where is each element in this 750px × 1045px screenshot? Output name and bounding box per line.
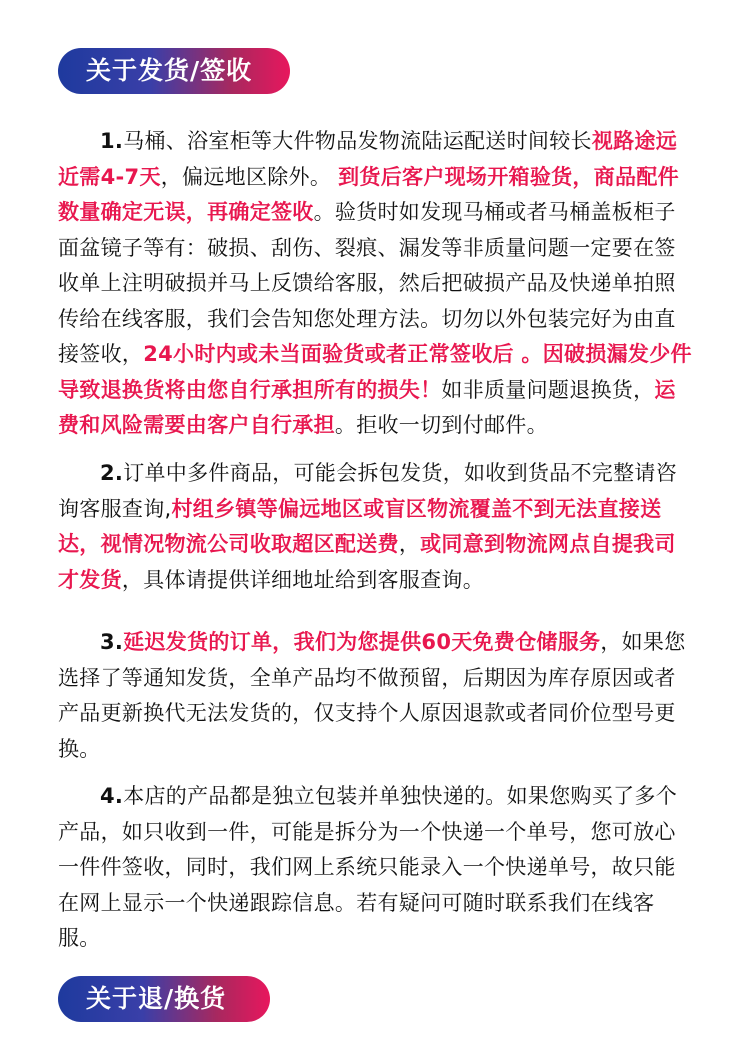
body-text: 。拒收一切到付邮件。 xyxy=(334,413,548,437)
body-text: 本店的产品都是独立包装并单独快递的。如果您购买了多个产品，如只收到一件，可能是拆分为一个快递一个单号，您可放心一件件签收，同时，我们网上系统只能录入一个快递单号，故只能在网上显示一个快递跟踪信息。若有疑问可随时联系我们在线客服。 xyxy=(58,784,678,950)
policy-paragraph-2 xyxy=(58,456,694,598)
body-text: 马桶、浴室柜等大件物品发物流陆运配送时间较长 xyxy=(123,129,592,153)
body-text: ，偏远地区除外。 xyxy=(160,164,339,189)
highlighted-text: 村组乡镇等偏远地区或盲区物流覆盖不到无法直接送达，视情况物流公司收取超区配送费 xyxy=(58,496,662,556)
paragraph-text xyxy=(58,129,692,437)
paragraph-text xyxy=(58,461,677,592)
body-text: ， xyxy=(398,532,421,556)
returns-section-header: 关于退/换货 xyxy=(58,976,270,1022)
shipping-section-header: 关于发货/签收 xyxy=(58,48,290,94)
highlighted-text: 或同意到物流网点自提我司才发货 xyxy=(58,532,676,592)
body-text: 订单中多件商品，可能会拆包发货，如收到货品不完整请咨询客服查询, xyxy=(58,461,678,521)
policy-paragraph-1 xyxy=(58,124,694,444)
highlighted-text: 视路途远近需4-7天 xyxy=(58,129,678,189)
body-text: ，如果您选择了等通知发货，全单产品均不做预留，后期因为库存原因或者产品更新换代无法发货的，仅支持个人原因退款或者同价位型号更换。 xyxy=(58,630,686,761)
highlighted-text: 到货后客户现场开箱验货，商品配件数量确定无误，再确定签收 xyxy=(58,164,679,224)
paragraph-text xyxy=(58,630,686,761)
highlighted-text: 延迟发货的订单，我们为您提供60天免费仓储服务 xyxy=(123,630,601,654)
policy-paragraph-3 xyxy=(58,625,694,767)
body-text: ，具体请提供详细地址给到客服查询。 xyxy=(121,567,485,592)
paragraph-number: 3. xyxy=(100,630,124,654)
paragraph-text xyxy=(58,784,677,950)
paragraph-number: 2. xyxy=(100,461,124,485)
paragraph-number: 4. xyxy=(100,784,124,808)
policy-paragraph-4 xyxy=(58,779,694,957)
body-text: 如非质量问题退换货， xyxy=(441,377,655,402)
body-text: 。验货时如发现马桶或者马桶盖板柜子面盆镜子等有：破损、刮伤、裂痕、漏发等非质量问题一定要在签收单上注明破损并马上反馈给客服，然后把破损产品及快递单拍照传给在线客服，我们会告知您处理方法。切勿以外包装完好为由直接签收， xyxy=(58,200,676,366)
highlighted-text: 运费和风险需要由客户自行承担 xyxy=(58,377,676,437)
highlighted-text: 24小时内或未当面验货或者正常签收后 。因破损漏发少件导致退换货将由您自行承担所有的损失！ xyxy=(58,342,692,402)
paragraph-number: 1. xyxy=(100,129,124,153)
